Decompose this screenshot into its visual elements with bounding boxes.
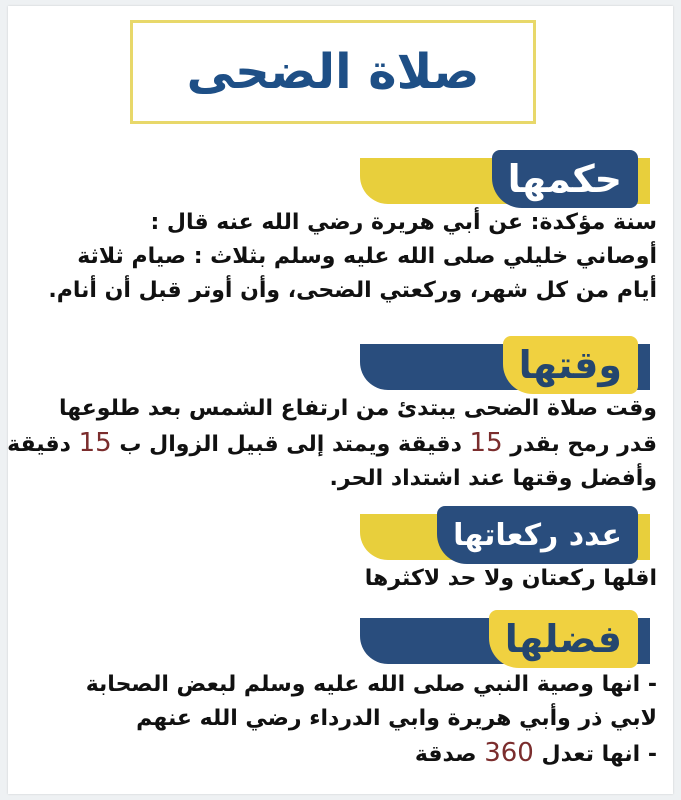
- section-body-virtue: [86, 668, 657, 772]
- section-banner-virtue: [360, 610, 650, 666]
- text-line: وأفضل وقتها عند اشتداد الحر.: [329, 466, 657, 491]
- section-banner-rakahs: [360, 506, 650, 562]
- page-title: صلاة الضحى: [186, 44, 480, 100]
- section-body-time: [7, 392, 657, 496]
- text-line: - انها تعدل 360 صدقة: [414, 738, 657, 768]
- number-15: 15: [78, 428, 112, 458]
- section-body-rakahs: [365, 562, 657, 596]
- text-line: وقت صلاة الضحى يبتدئ من ارتفاع الشمس بعد طلوعها: [58, 396, 657, 421]
- text-line: أيام من كل شهر، وركعتي الضحى، وأن أوتر قبل أن أنام.: [48, 278, 657, 303]
- section-heading-rakahs: عدد ركعاتها: [437, 506, 638, 564]
- text-line: أوصاني خليلي صلى الله عليه وسلم بثلاث : صيام ثلاثة: [77, 244, 657, 269]
- text-line: قدر رمح بقدر 15 دقيقة ويمتد إلى قبيل الزوال ب 15 دقيقة: [7, 428, 657, 458]
- poster-card: [8, 6, 673, 794]
- text-line: اقلها ركعتان ولا حد لاكثرها: [364, 566, 657, 591]
- section-heading-virtue: فضلها: [489, 610, 638, 668]
- number-15: 15: [469, 428, 503, 458]
- text-line: لابي ذر وأبي هريرة وابي الدرداء رضي الله عنهم: [136, 706, 657, 731]
- title-frame: [130, 20, 536, 124]
- section-banner-time: [360, 336, 650, 392]
- section-body-ruling: [48, 206, 657, 308]
- text-line: - انها وصية النبي صلى الله عليه وسلم لبعض الصحابة: [85, 672, 657, 697]
- section-heading-time: وقتها: [503, 336, 638, 394]
- section-heading-ruling: حكمها: [492, 150, 638, 208]
- section-banner-ruling: [360, 150, 650, 206]
- number-360: 360: [484, 738, 534, 768]
- text-line: سنة مؤكدة: عن أبي هريرة رضي الله عنه قال :: [150, 210, 657, 235]
